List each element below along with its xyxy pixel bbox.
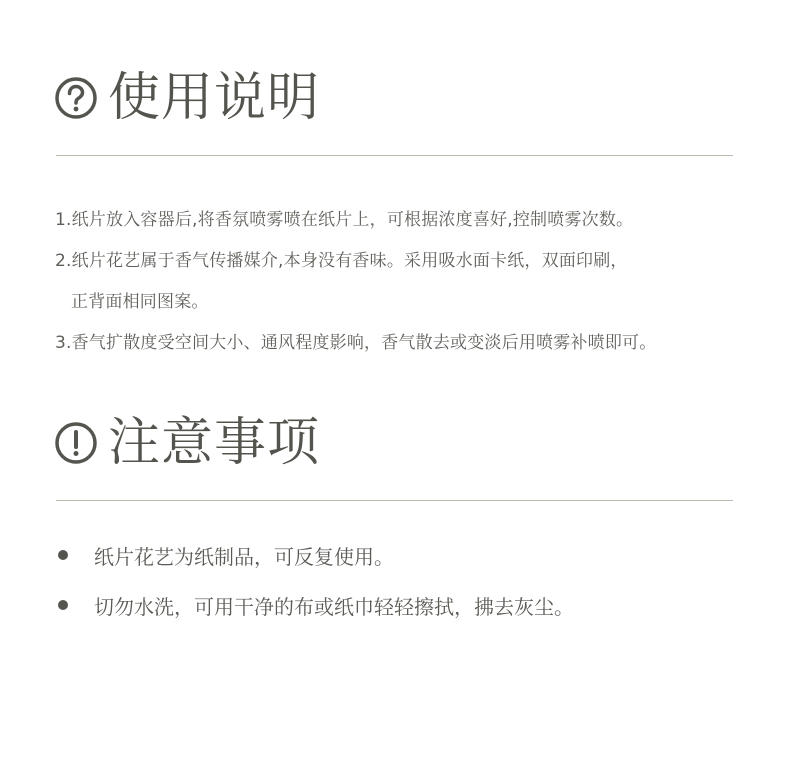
usage-title: 使用说明 bbox=[108, 68, 321, 128]
usage-list bbox=[55, 200, 775, 364]
notes-section-header bbox=[54, 413, 320, 473]
notes-item-1 bbox=[58, 530, 574, 580]
exclamation-circle-icon bbox=[54, 421, 98, 465]
bullet-icon bbox=[58, 550, 68, 560]
notes-item-2 bbox=[58, 580, 574, 630]
notes-item-1-text: 纸片花艺为纸制品，可反复使用。 bbox=[94, 544, 394, 569]
notes-divider bbox=[56, 500, 733, 501]
usage-divider bbox=[56, 155, 733, 156]
bullet-icon bbox=[58, 600, 68, 610]
notes-list bbox=[58, 530, 574, 630]
usage-section-header bbox=[54, 68, 320, 128]
question-circle-icon bbox=[54, 76, 98, 120]
usage-item-2-text: 2.纸片花艺属于香气传播媒介,本身没有香味。采用吸水面卡纸，双面印刷， bbox=[55, 251, 628, 271]
usage-item-3-text: 3.香气扩散度受空间大小、通风程度影响，香气散去或变淡后用喷雾补喷即可。 bbox=[55, 333, 657, 353]
usage-item-1-text: 1.纸片放入容器后,将香氛喷雾喷在纸片上，可根据浓度喜好,控制喷雾次数。 bbox=[55, 210, 634, 230]
usage-item-3 bbox=[55, 323, 775, 364]
notes-item-2-text: 切勿水洗，可用干净的布或纸巾轻轻擦拭，拂去灰尘。 bbox=[94, 594, 574, 619]
notes-title: 注意事项 bbox=[108, 413, 321, 473]
usage-item-2 bbox=[55, 241, 775, 323]
usage-item-2-continuation: 正背面相同图案。 bbox=[71, 292, 209, 312]
usage-item-1 bbox=[55, 200, 775, 241]
